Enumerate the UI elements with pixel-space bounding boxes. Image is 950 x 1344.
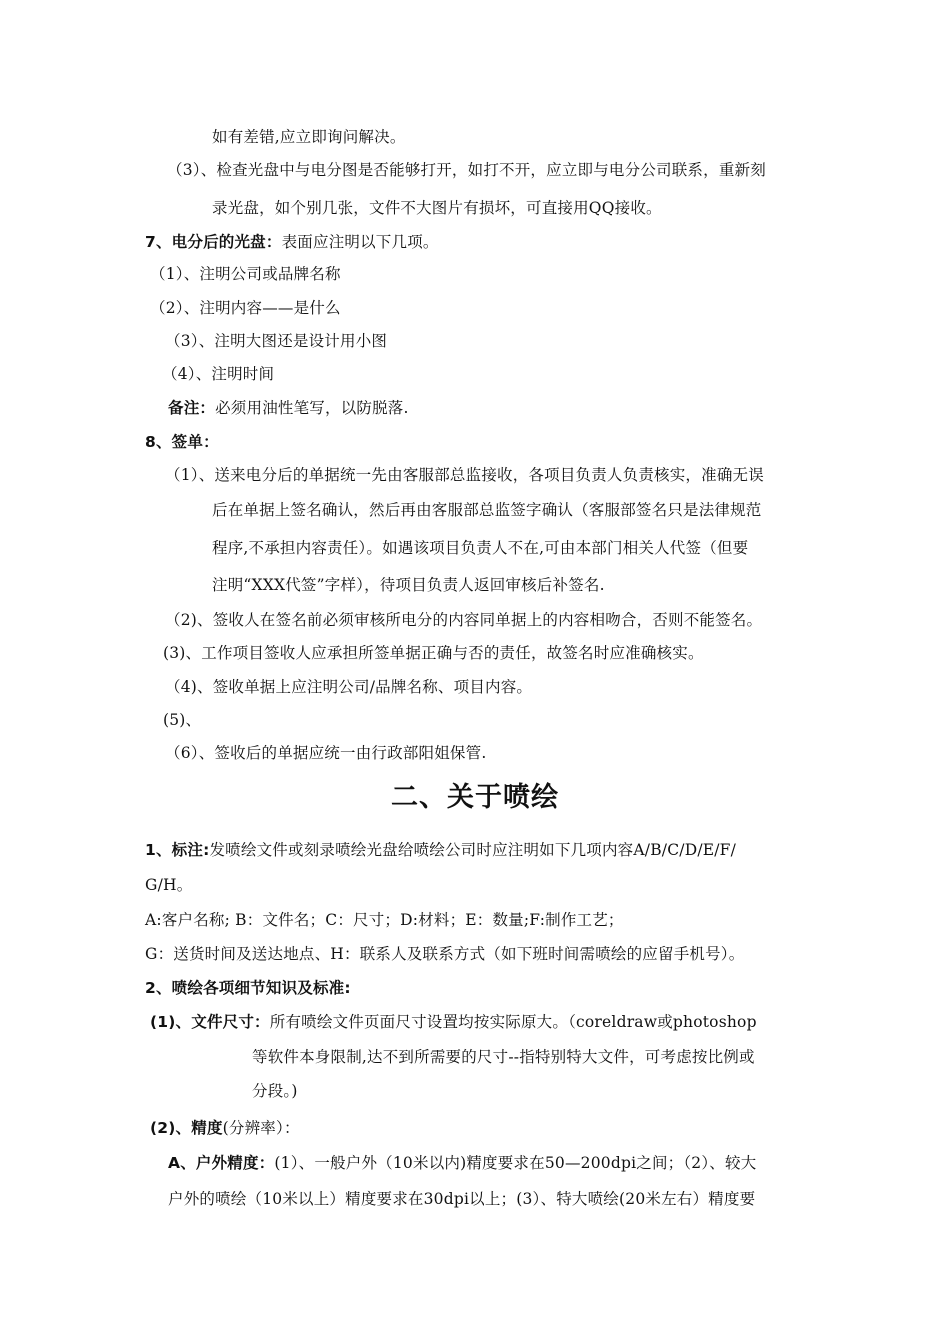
line-text: G：送货时间及送达地点、H：联系人及联系方式（如下班时间需喷绘的应留手机号）。 (145, 945, 745, 963)
text-line (252, 1047, 755, 1067)
line-text: G/H。 (145, 876, 193, 894)
line-text: (分辨率）： (222, 1119, 300, 1137)
bold-label: A、户外精度： (168, 1154, 275, 1172)
line-text: （4）、注明时间 (162, 365, 275, 383)
line-text: 分段。) (252, 1082, 298, 1100)
text-line (150, 298, 341, 318)
line-text: 表面应注明以下几项。 (281, 233, 439, 251)
text-line (150, 1012, 757, 1032)
text-line (145, 432, 219, 452)
line-text: （3）、检查光盘中与电分图是否能够打开，如打不开，应立即与电分公司联系，重新刻 (167, 161, 766, 179)
line-text: （2)、签收人在签名前必须审核所电分的内容同单据上的内容相吻合，否则不能签名。 (165, 611, 763, 629)
text-line (150, 1118, 300, 1138)
text-line (168, 1189, 755, 1209)
text-line (162, 364, 274, 384)
text-line (145, 978, 351, 998)
line-text: (3)、工作项目签收人应承担所签单据正确与否的责任，故签名时应准确核实。 (163, 644, 704, 662)
line-text: 所有喷绘文件页面尺寸设置均按实际原大。（coreldraw或photoshop (269, 1013, 757, 1031)
text-line (165, 610, 762, 630)
text-line (212, 538, 748, 558)
text-line (165, 465, 764, 485)
text-line (145, 232, 439, 252)
bold-label: 7、电分后的光盘： (145, 233, 282, 251)
line-text: （4)、签收单据上应注明公司/品牌名称、项目内容。 (165, 678, 533, 696)
line-text: （1）、送来电分后的单据统一先由客服部总监接收，各项目负责人负责核实，准确无误 (165, 466, 764, 484)
line-text: 如有差错,应立即询问解决。 (212, 128, 406, 146)
text-line (145, 910, 624, 930)
text-line (165, 331, 387, 351)
bold-label: 8、签单： (145, 433, 219, 451)
text-line (252, 1081, 298, 1101)
text-line (212, 127, 406, 147)
line-text: (1）、一般户外（10米以内)精度要求在50—200dpi之间；（2）、较大 (274, 1154, 757, 1172)
text-line (212, 500, 762, 520)
text-line (150, 264, 341, 284)
bold-label: 2、喷绘各项细节知识及标准: (145, 979, 351, 997)
line-text: 必须用油性笔写，以防脱落. (215, 399, 409, 417)
line-text: （6）、签收后的单据应统一由行政部阳姐保管. (165, 744, 487, 762)
text-line (168, 1153, 756, 1173)
line-text: A:客户名称; B：文件名；C：尺寸；D:材料；E：数量;F:制作工艺； (145, 911, 624, 929)
line-text: 等软件本身限制,达不到所需要的尺寸--指特别特大文件，可考虑按比例或 (252, 1048, 755, 1066)
line-text: 后在单据上签名确认，然后再由客服部总监签字确认（客服部签名只是法律规范 (212, 501, 762, 519)
text-line (163, 643, 704, 663)
line-text: （1）、注明公司或品牌名称 (150, 265, 341, 283)
line-text: (5)、 (163, 711, 202, 729)
text-line (168, 398, 409, 418)
line-text: （2）、注明内容——是什么 (150, 299, 341, 317)
text-line (145, 944, 744, 964)
text-line (163, 710, 201, 730)
text-line (165, 743, 486, 763)
line-text: 录光盘，如个别几张，文件不大图片有损坏，可直接用QQ接收。 (212, 199, 662, 217)
text-line (165, 677, 532, 697)
bold-label: (2)、精度 (150, 1119, 223, 1137)
line-text: 发喷绘文件或刻录喷绘光盘给喷绘公司时应注明如下几项内容A/B/C/D/E/F/ (209, 841, 737, 859)
text-line (167, 160, 766, 180)
line-text: 程序,不承担内容责任）。如遇该项目负责人不在,可由本部门相关人代签（但要 (212, 539, 749, 557)
section-heading: 二、关于喷绘 (391, 782, 559, 813)
text-line (145, 875, 192, 895)
text-line (212, 198, 662, 218)
bold-label: 备注： (168, 399, 216, 417)
bold-label: 1、标注: (145, 841, 210, 859)
line-text: 户外的喷绘（10米以上）精度要求在30dpi以上；(3）、特大喷绘(20米左右）精度要 (168, 1190, 756, 1208)
line-text: 注明“XXX代签”字样），待项目负责人返回审核后补签名. (212, 576, 605, 594)
bold-label: (1)、文件尺寸： (150, 1013, 270, 1031)
text-line (212, 575, 605, 595)
text-line (145, 840, 736, 860)
line-text: （3）、注明大图还是设计用小图 (165, 332, 388, 350)
